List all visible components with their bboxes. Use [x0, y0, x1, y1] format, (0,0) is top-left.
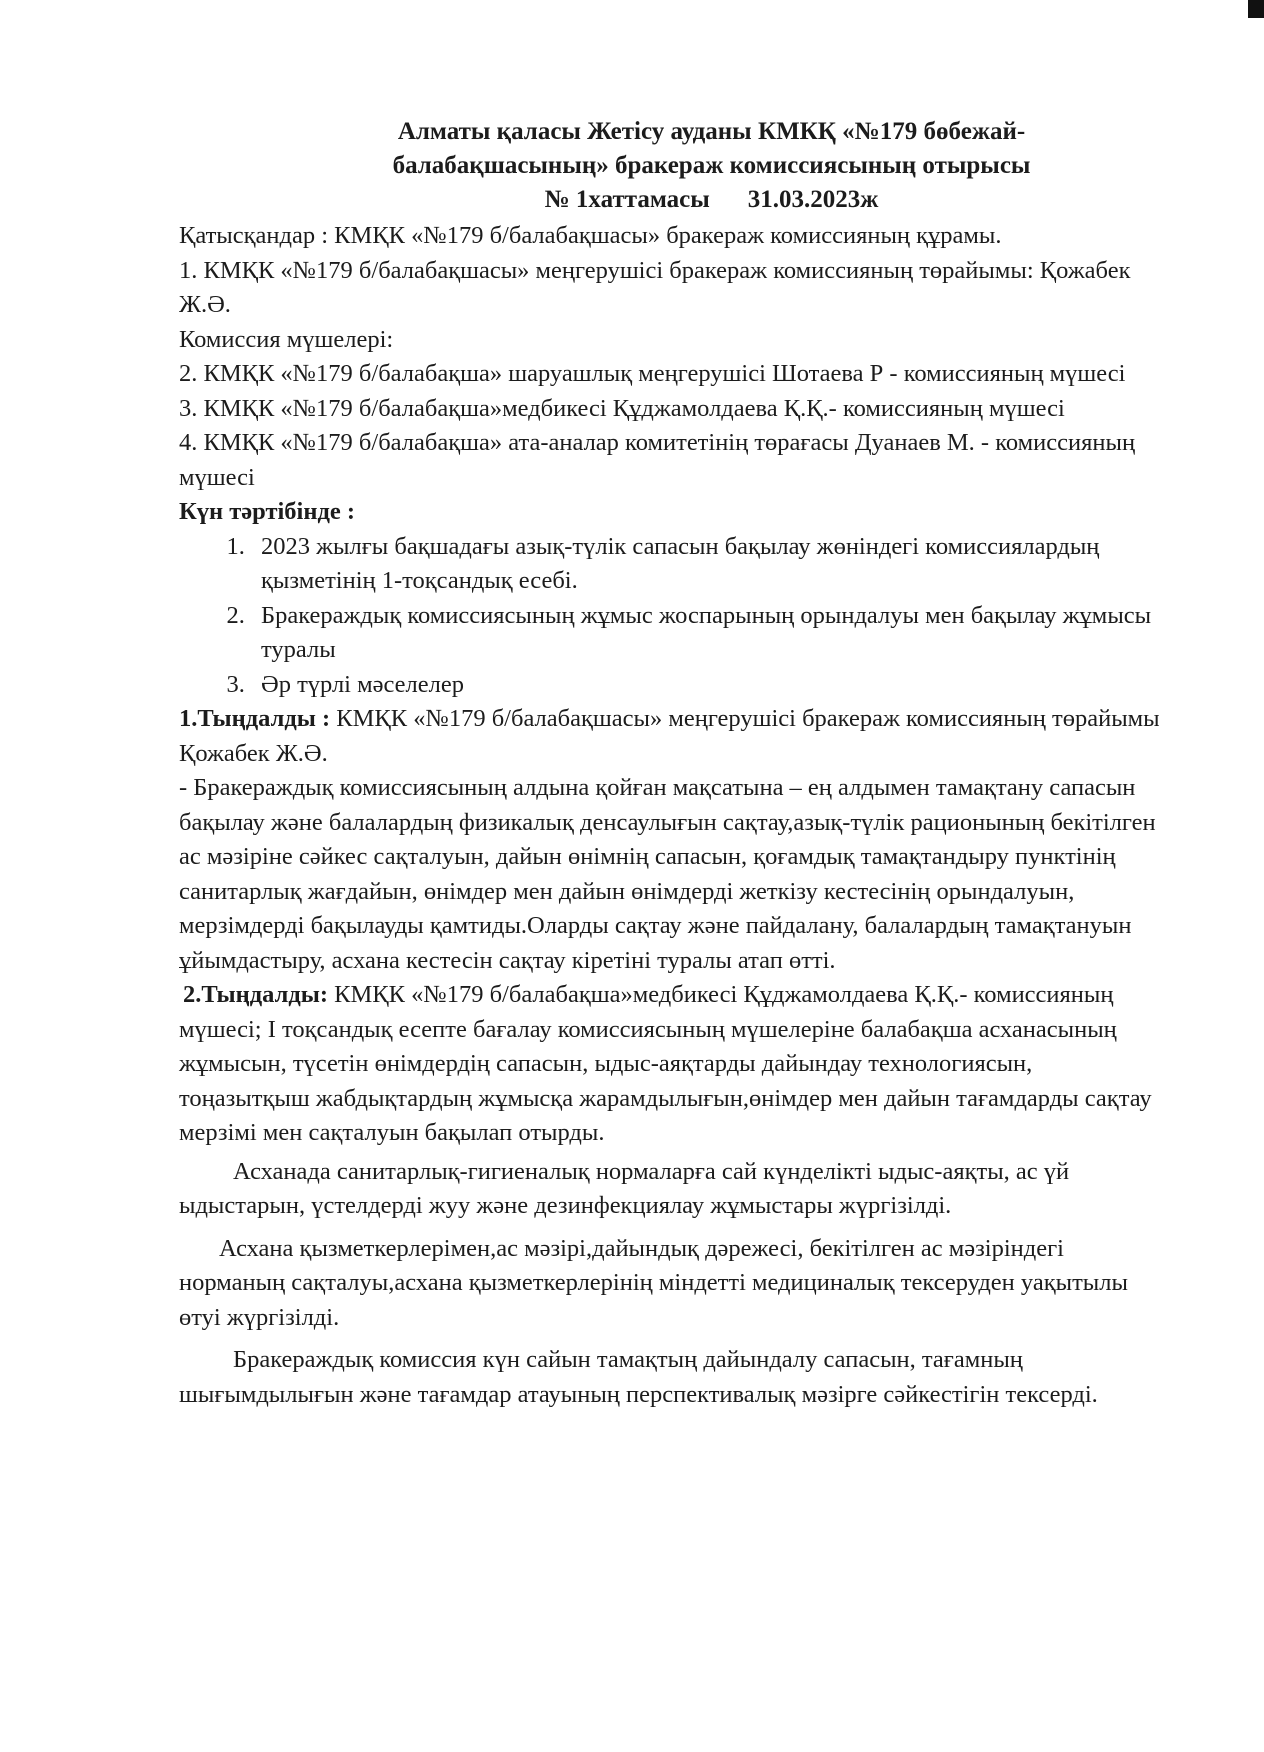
agenda-item: 1. 2023 жылғы бақшадағы азық-түлік сапасын бақылау жөніндегі комиссиялардың қызметінің 1-тоқсандық есебі.: [251, 530, 1164, 599]
participant-member-2: 2. КМҚК «№179 б/балабақша» шаруашлық меңгерушісі Шотаева Р - комиссияның мүшесі: [179, 360, 1126, 387]
members-label: Комиссия мүшелері:: [179, 325, 394, 353]
participant-chair: 1. КМҚК «№179 б/балабақшасы» меңгерушісі бракераж комиссияның төрайымы: Қожабек Ж.Ә.: [179, 256, 1131, 318]
participant-member-3: 3. КМҚК «№179 б/балабақша»медбикесі Құджамолдаева Қ.Қ.- комиссияның мүшесі: [179, 394, 1065, 422]
agenda-item: 2. Бракераждық комиссиясының жұмыс жоспарының орындалуы мен бақылау жұмысы туралы: [251, 599, 1164, 668]
section-1-speaker: КМҚК «№179 б/балабақшасы» меңгерушісі бракераж комиссияның төрайымы Қожабек Ж.Ә.: [179, 705, 1160, 767]
title-line-1: Алматы қаласы Жетісу ауданы КМКҚ «№179 бөбежай-: [397, 118, 1026, 145]
paragraph: Асханада санитарлық-гигиеналық нормаларға сай күнделікті ыдыс-аяқты, ас үй ыдыстарын, үстелдерді жуу және дезинфекциялау жұмыстары жүргізілді.: [179, 1157, 1070, 1219]
agenda-item: 3. Әр түрлі мәселелер: [251, 668, 1164, 703]
protocol-line: [259, 183, 1164, 217]
paragraph: Асхана қызметкерлерімен,ас мәзірі,дайындық дәрежесі, бекітілген ас мәзіріндегі норманың сақталуы,асхана қызметкерлерінің міндетті медициналық тексеруден уақытылы өтуі жүргізілді.: [179, 1234, 1128, 1331]
section-1-text: - Бракераждық комиссиясының алдына қойған мақсатына – ең алдымен тамақтану сапасын бақылау және балалардың физикалық денсаулығын сақтау,азық-түлік рационының бекітілген ас мәзіріне сәйкес сақталуын, дайын өнімнің сапасын, қоғамдық тамақтандыру пунктінің санитарлық жағдайын, өнімдер мен дайын өнімдерді жеткізу кестесінің орындалуын, мерзімдерді бақылауды қамтиды.Оларды сақтау және пайдалану, балалардың тамақтануын ұйымдастыру, асхана кестесін сақтау кіретіні туралы атап өтті.: [179, 774, 1156, 974]
section-2-label: 2.Тыңдалды:: [183, 981, 329, 1008]
protocol-number: № 1хаттамасы: [544, 186, 710, 213]
document-title: [179, 115, 1164, 217]
section-1-heading: [179, 702, 1164, 771]
section-2: [179, 978, 1164, 1151]
agenda-list: [179, 530, 1164, 703]
section-2-text: КМҚК «№179 б/балабақша»медбикесі Құджамолдаева Қ.Қ.- комиссияның мүшесі; І тоқсандық есепте бағалау комиссиясының мүшелеріне балабақша асханасының жұмысын, түсетін өнімдердің сапасын, ыдыс-аяқтарды дайындау технологиясын, тоңазытқыш жабдықтардың жұмысқа жарамдылығын,өнімдер мен дайын тағамдарды сақтау мерзімі мен сақталуын бақылап отырды.: [179, 981, 1152, 1146]
agenda-label: Күн тәртібінде :: [179, 498, 356, 525]
participants-intro: Қатысқандар : КМҚК «№179 б/балабақшасы» бракераж комиссияның құрамы.: [179, 222, 1002, 249]
participant-member-4: 4. КМҚК «№179 б/балабақша» ата-аналар комитетінің төрағасы Дуанаев М. - комиссияның мүшесі: [179, 429, 1136, 491]
protocol-date: 31.03.2023ж: [747, 186, 879, 213]
scan-edge-mark: [1248, 0, 1264, 18]
title-line-2: балабақшасының» бракераж комиссиясының отырысы: [392, 152, 1031, 179]
paragraph: Бракераждық комиссия күн сайын тамақтың дайындалу сапасын, тағамның шығымдылығын және тағамдар атауының перспективалық мәзірге сәйкестігін тексерді.: [179, 1346, 1098, 1408]
section-1-label: 1.Тыңдалды :: [179, 705, 331, 732]
